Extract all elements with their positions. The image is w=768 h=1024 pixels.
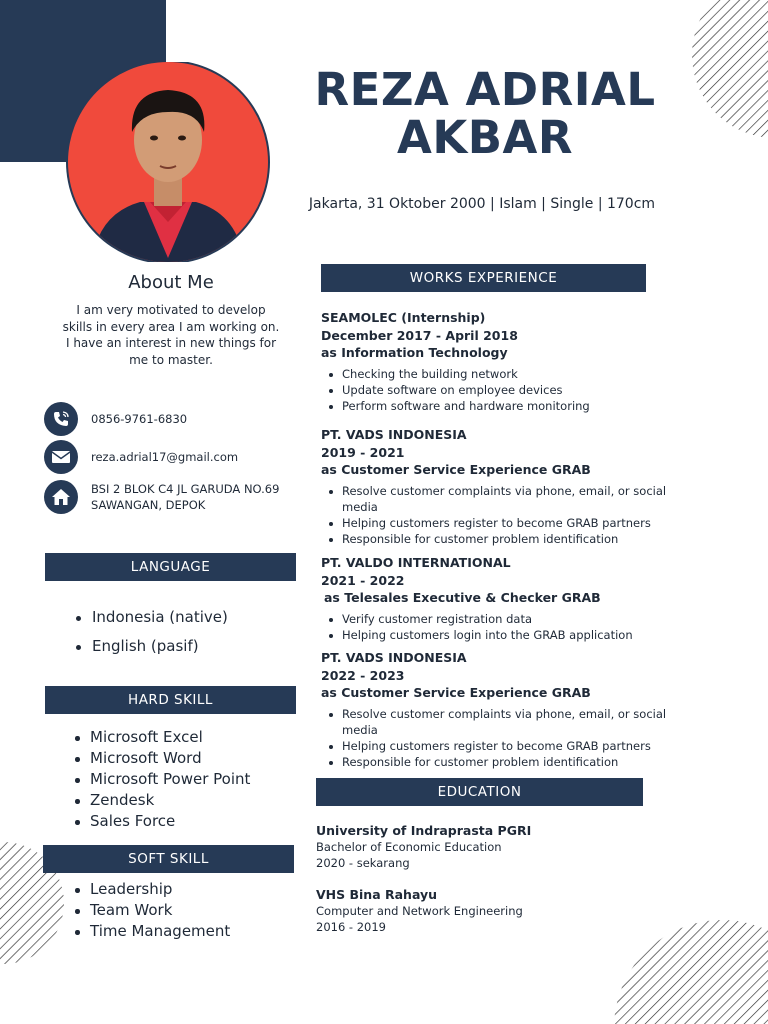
list-item: Helping customers register to become GRAB partners — [321, 515, 691, 531]
works-experience-header: WORKS EXPERIENCE — [321, 264, 646, 292]
list-item: Microsoft Power Point — [72, 769, 250, 790]
full-name — [300, 63, 670, 164]
language-list — [64, 603, 228, 661]
job-entry — [321, 426, 721, 547]
school-name: VHS Bina Rahayu — [316, 887, 438, 902]
job-period: December 2017 - April 2018 — [321, 327, 518, 343]
list-item: Microsoft Excel — [72, 727, 250, 748]
list-item: Responsible for customer problem identification — [321, 754, 691, 770]
contact-email — [44, 440, 238, 474]
job-period: 2019 - 2021 — [321, 444, 405, 460]
soft-skill-list — [72, 879, 230, 942]
personal-info: Jakarta, 31 Oktober 2000 | Islam | Single | 170cm — [308, 196, 656, 212]
address-line-1: BSI 2 BLOK C4 JL GARUDA NO.69 — [91, 482, 280, 496]
job-period: 2021 - 2022 — [321, 572, 405, 588]
job-company: PT. VALDO INTERNATIONAL — [321, 555, 511, 570]
list-item: Time Management — [72, 921, 230, 942]
list-item: Resolve customer complaints via phone, email, or social media — [321, 483, 691, 515]
address — [91, 481, 279, 513]
job-company: PT. VADS INDONESIA — [321, 427, 467, 442]
soft-skill-header: SOFT SKILL — [43, 845, 294, 873]
profile-photo — [62, 62, 274, 262]
address-line-2: SAWANGAN, DEPOK — [91, 498, 206, 512]
education-entry — [316, 886, 656, 935]
language-header: LANGUAGE — [45, 553, 296, 581]
school-program: Bachelor of Economic Education — [316, 840, 502, 854]
list-item: Zendesk — [72, 790, 250, 811]
about-text: I am very motivated to develop skills in every area I am working on. I have an interest in new things for me to master. — [62, 303, 280, 367]
phone-number: 0856-9761-6830 — [91, 412, 188, 426]
job-tasks — [321, 611, 721, 643]
education-header: EDUCATION — [316, 778, 643, 806]
mail-icon — [44, 440, 78, 474]
school-program: Computer and Network Engineering — [316, 904, 523, 918]
hard-skill-list — [72, 727, 250, 832]
job-role: as Customer Service Experience GRAB — [321, 685, 591, 700]
job-tasks — [321, 366, 721, 415]
list-item: Checking the building network — [321, 366, 721, 382]
job-role: as Information Technology — [321, 345, 508, 360]
contact-phone — [44, 402, 187, 436]
list-item: Verify customer registration data — [321, 611, 721, 627]
job-period: 2022 - 2023 — [321, 667, 405, 683]
job-role: as Telesales Executive & Checker GRAB — [324, 590, 601, 605]
hard-skill-header: HARD SKILL — [45, 686, 296, 714]
list-item: Helping customers login into the GRAB application — [321, 627, 721, 643]
list-item: Leadership — [72, 879, 230, 900]
about-title: About Me — [128, 272, 214, 293]
school-period: 2020 - sekarang — [316, 856, 410, 870]
list-item: Indonesia (native) — [64, 603, 228, 632]
list-item: Microsoft Word — [72, 748, 250, 769]
home-icon — [44, 480, 78, 514]
list-item: Update software on employee devices — [321, 382, 721, 398]
school-name: University of Indraprasta PGRI — [316, 823, 532, 838]
job-entry — [321, 309, 721, 414]
job-role: as Customer Service Experience GRAB — [321, 462, 591, 477]
phone-icon — [44, 402, 78, 436]
job-company: SEAMOLEC (Internship) — [321, 310, 486, 325]
education-entry — [316, 822, 656, 871]
job-tasks — [321, 706, 691, 771]
list-item: Resolve customer complaints via phone, email, or social media — [321, 706, 691, 738]
name-line-1: REZA ADRIAL — [314, 63, 656, 116]
list-item: Sales Force — [72, 811, 250, 832]
list-item: Helping customers register to become GRAB partners — [321, 738, 691, 754]
list-item: Responsible for customer problem identification — [321, 531, 691, 547]
list-item: Perform software and hardware monitoring — [321, 398, 721, 414]
hatched-circle-top-right — [690, 0, 768, 140]
list-item: English (pasif) — [64, 632, 228, 661]
name-line-2: AKBAR — [397, 111, 573, 164]
job-tasks — [321, 483, 691, 548]
job-entry — [321, 554, 721, 643]
job-entry — [321, 649, 721, 770]
job-company: PT. VADS INDONESIA — [321, 650, 467, 665]
school-period: 2016 - 2019 — [316, 920, 386, 934]
list-item: Team Work — [72, 900, 230, 921]
contact-address — [44, 480, 279, 514]
email-address: reza.adrial17@gmail.com — [91, 450, 239, 464]
